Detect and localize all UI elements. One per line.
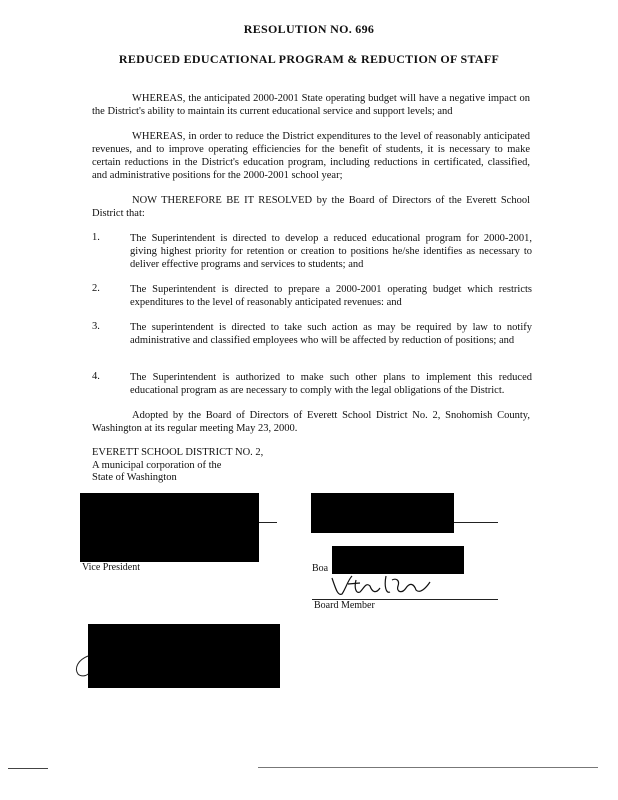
- paragraph-text: Adopted by the Board of Directors of Everett School District No. 2, Snohomish County, Washington at its regular meeting May 23, 2000.: [92, 410, 530, 434]
- redacted-signature-block: [88, 624, 280, 688]
- adopted-paragraph: [92, 409, 530, 435]
- redacted-signature-block: [311, 493, 454, 533]
- resolved-paragraph: [92, 194, 530, 220]
- board-caption-partial: Boa: [312, 563, 329, 574]
- vice-president-caption: Vice President: [82, 562, 140, 573]
- item-text: The Superintendent is authorized to make such other plans to implement this reduced educational program as are necessary to comply with the legal obligations of the District.: [130, 372, 532, 396]
- item-text: The Superintendent is directed to prepare a 2000-2001 operating budget which restricts expenditures to the level of reasonably anticipated revenues: and: [130, 284, 532, 308]
- item-text: The Superintendent is directed to develop a reduced educational program for 2000-2001, giving highest priority for retention or creation to positions he/she identifies as necessary to deliver effective programs and services to students; and: [130, 233, 532, 270]
- district-block: [92, 447, 263, 485]
- board-member-caption: Board Member: [314, 600, 375, 611]
- item-number: 1.: [92, 232, 100, 243]
- scan-artifact: [258, 767, 598, 768]
- district-name: EVERETT SCHOOL DISTRICT NO. 2,: [92, 447, 264, 458]
- district-corporation: A municipal corporation of the: [92, 459, 222, 471]
- item-number: 3.: [92, 321, 100, 332]
- signature-line: [259, 522, 277, 523]
- resolution-title: RESOLUTION NO. 696: [243, 22, 375, 36]
- district-state: State of Washington: [92, 472, 177, 483]
- item-number: 4.: [92, 371, 100, 382]
- paragraph-text: NOW THEREFORE BE IT RESOLVED by the Board of Directors of the Everett School District that:: [92, 195, 530, 219]
- whereas-paragraph-1: [92, 92, 530, 118]
- resolution-subtitle: REDUCED EDUCATIONAL PROGRAM & REDUCTION OF STAFF: [118, 52, 500, 66]
- scan-artifact: [8, 768, 48, 769]
- whereas-paragraph-2: [92, 130, 530, 182]
- paragraph-text: WHEREAS, the anticipated 2000-2001 State operating budget will have a negative impact on the District's ability to maintain its current educational service and support levels; and: [92, 93, 530, 117]
- signature-stroke: [72, 654, 90, 678]
- redacted-signature-block: [80, 493, 259, 562]
- handwritten-signature: [326, 570, 446, 600]
- item-number: 2.: [92, 283, 100, 294]
- signature-line: [454, 522, 498, 523]
- item-text: The superintendent is directed to take such action as may be required by law to notify administrative and classified employees who will be affected by reduction of positions; and: [130, 322, 532, 346]
- paragraph-text: WHEREAS, in order to reduce the District expenditures to the level of reasonably anticipated revenues, and to improve operating efficiencies for the benefit of students, it is necessary to make certain reductions in the District's education program, including reductions in certificated, classified, and administrative positions for the 2000-2001 school year;: [92, 131, 530, 181]
